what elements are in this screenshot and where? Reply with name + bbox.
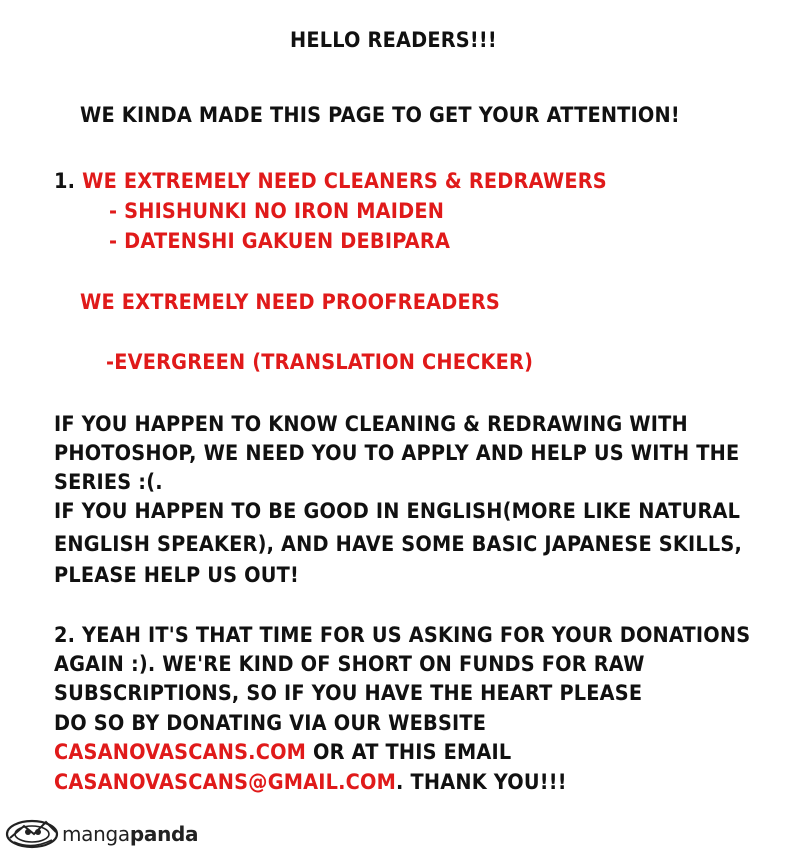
- paragraph2-line: DO SO BY DONATING VIA OUR WEBSITE: [54, 711, 487, 735]
- paragraph2-line: SUBSCRIPTIONS, SO IF YOU HAVE THE HEART PLEASE: [54, 681, 643, 705]
- paragraph1-line: IF YOU HAPPEN TO BE GOOD IN ENGLISH(MORE LIKE NATURAL: [54, 499, 741, 523]
- logo-text-manga: manga: [62, 822, 130, 846]
- paragraph1-line: IF YOU HAPPEN TO KNOW CLEANING & REDRAWING WITH: [54, 412, 688, 436]
- section1-heading: [54, 167, 607, 195]
- mangapanda-logo-text: [62, 822, 198, 846]
- series-item: - SHISHUNKI NO IRON MAIDEN: [109, 199, 445, 223]
- email-link[interactable]: CASANOVASCANS@GMAIL.COM: [54, 770, 397, 794]
- mangapanda-watermark: [4, 812, 198, 852]
- paragraph1-line: PLEASE HELP US OUT!: [54, 563, 299, 587]
- need-cleaners-text: WE EXTREMELY NEED CLEANERS & REDRAWERS: [82, 169, 607, 193]
- website-link[interactable]: CASANOVASCANS.COM: [54, 740, 307, 764]
- section1-number: 1.: [54, 169, 76, 193]
- email-suffix: . THANK YOU!!!: [396, 770, 567, 794]
- website-line: [54, 738, 511, 766]
- need-proofreaders-text: WE EXTREMELY NEED PROOFREADERS: [80, 290, 501, 314]
- series-item: - DATENSHI GAKUEN DEBIPARA: [109, 229, 451, 253]
- paragraph1-line: PHOTOSHOP, WE NEED YOU TO APPLY AND HELP US WITH THE: [54, 441, 740, 465]
- attention-line: WE KINDA MADE THIS PAGE TO GET YOUR ATTENTION!: [80, 103, 680, 127]
- email-line: [54, 768, 567, 796]
- page-title: HELLO READERS!!!: [290, 28, 497, 52]
- paragraph2-line: AGAIN :). WE'RE KIND OF SHORT ON FUNDS FOR RAW: [54, 652, 645, 676]
- paragraph1-line: SERIES :(.: [54, 470, 163, 494]
- paragraph1-line: ENGLISH SPEAKER), AND HAVE SOME BASIC JAPANESE SKILLS,: [54, 532, 743, 556]
- website-suffix: OR AT THIS EMAIL: [306, 740, 512, 764]
- logo-text-panda: panda: [129, 822, 199, 846]
- mangapanda-logo-icon: [4, 814, 60, 850]
- evergreen-item: -EVERGREEN (TRANSLATION CHECKER): [106, 350, 534, 374]
- paragraph2-line: 2. YEAH IT'S THAT TIME FOR US ASKING FOR YOUR DONATIONS: [54, 623, 751, 647]
